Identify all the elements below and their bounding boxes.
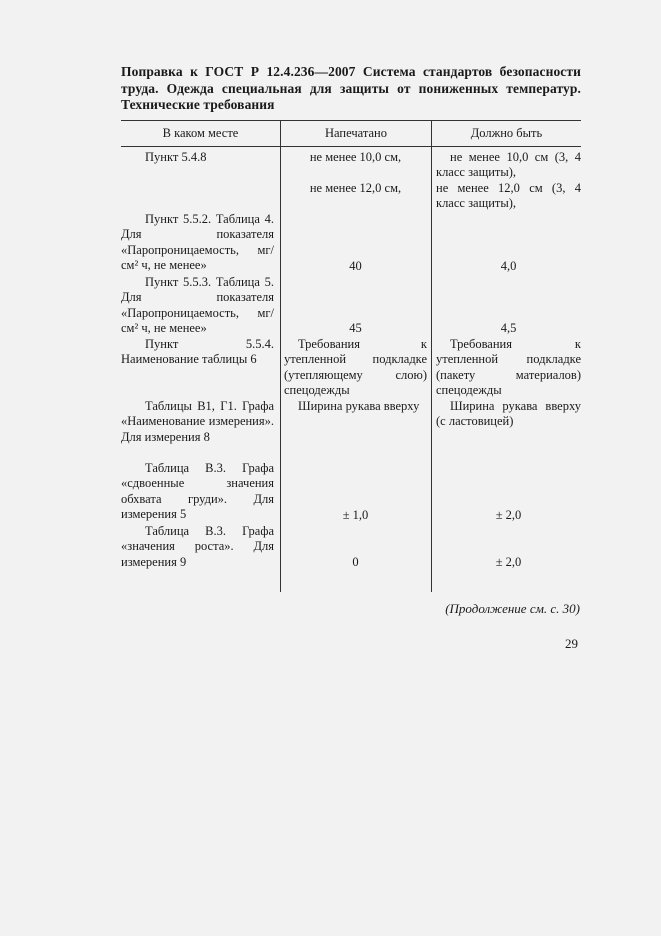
table-header-should-be: Должно быть <box>470 126 543 140</box>
row-2-printed: 40 <box>349 259 362 273</box>
table-header-printed: Напечатано <box>325 126 387 140</box>
row-1-printed: не менее 10,0 см, не менее 12,0 см, <box>309 150 402 195</box>
row-7-place: Таблица В.3. Графа «значения роста». Для измерения 9 <box>121 524 274 569</box>
row-7-should-be: ± 2,0 <box>495 555 522 569</box>
row-3-printed: 45 <box>349 321 362 335</box>
row-2-should-be: 4,0 <box>500 259 517 273</box>
row-6-should-be: ± 2,0 <box>495 508 522 522</box>
row-5-should-be: Ширина рукава вверху (с ластовицей) <box>436 399 581 429</box>
row-5-place: Таблицы В1, Г1. Графа «Наименование измерения». Для измерения 8 <box>121 399 274 444</box>
row-7-printed: 0 <box>352 555 359 569</box>
row-1-should-be: не менее 10,0 см (3, 4 класс защиты), не менее 12,0 см (3, 4 класс защиты), <box>436 150 581 211</box>
row-6-printed: ± 1,0 <box>342 508 369 522</box>
row-4-printed: Требования к утепленной подкладке (утепляющему слою) спецодежды <box>284 337 427 398</box>
row-6-place: Таблица В.3. Графа «сдвоенные значения обхвата груди». Для измерения 5 <box>121 461 274 522</box>
table-header-rule <box>121 146 581 147</box>
row-4-place: Пункт 5.5.4. Наименование таблицы 6 <box>121 337 274 367</box>
document-title: Поправка к ГОСТ Р 12.4.236—2007 Система стандартов безопасности труда. Одежда специальная для защиты от пониженных температур. Технические требования <box>121 64 581 112</box>
page-number: 29 <box>565 636 578 651</box>
table-header-place: В каком месте <box>162 126 239 140</box>
row-1-place: Пункт 5.4.8 <box>145 150 207 164</box>
row-4-should-be: Требования к утепленной подкладке (пакету материалов) спецодежды <box>436 337 581 398</box>
row-3-should-be: 4,5 <box>500 321 517 335</box>
table-top-rule <box>121 120 581 121</box>
row-3-place: Пункт 5.5.3. Таблица 5. Для показателя «Паропроницаемость, мг/см² ч, не менее» <box>121 275 274 336</box>
table-column-divider-1 <box>280 120 281 592</box>
row-2-place: Пункт 5.5.2. Таблица 4. Для показателя «Паропроницаемость, мг/см² ч, не менее» <box>121 212 274 273</box>
row-5-printed: Ширина рукава вверху <box>298 399 420 413</box>
table-column-divider-2 <box>431 120 432 592</box>
continuation-note: (Продолжение см. с. 30) <box>445 601 580 616</box>
